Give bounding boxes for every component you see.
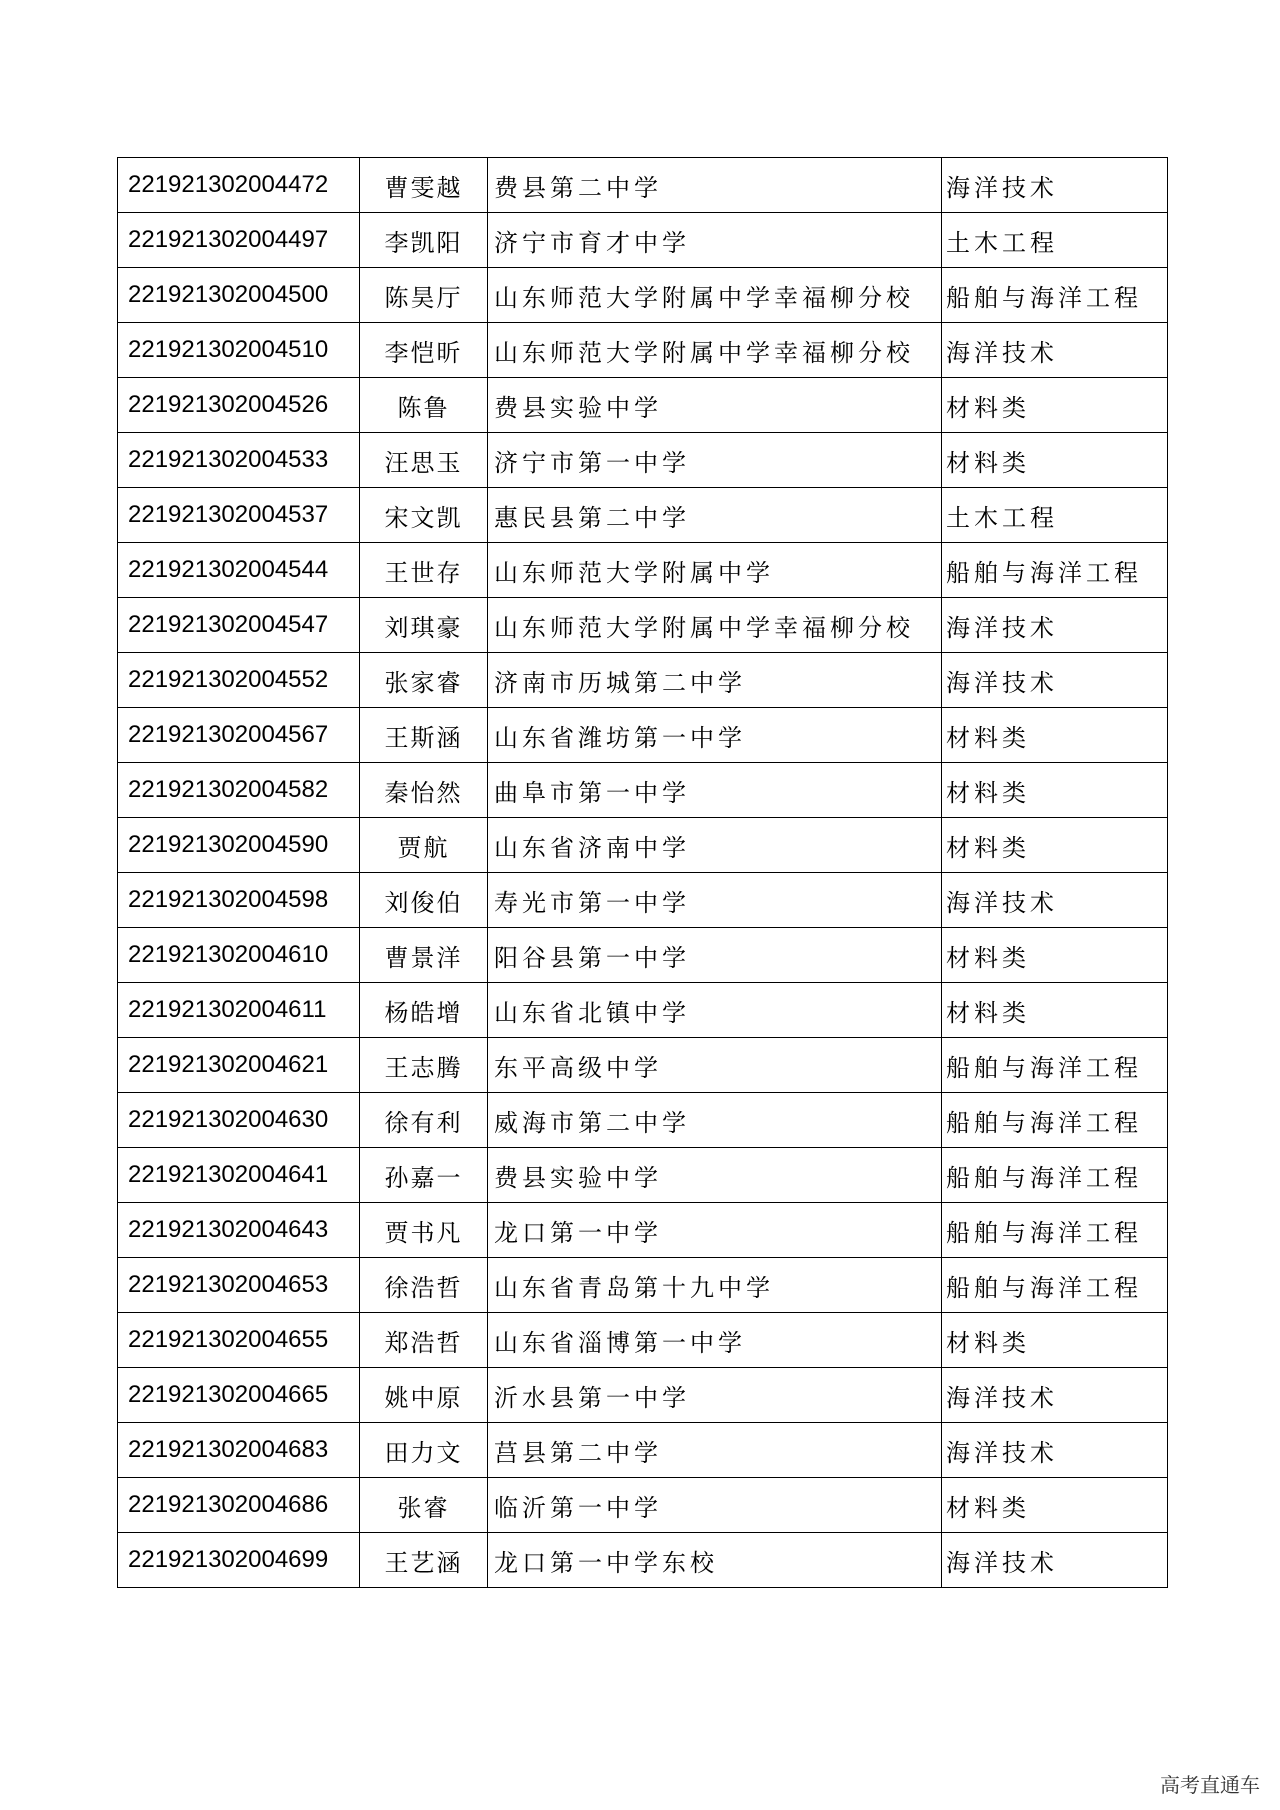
major-name: 海洋技术 [942,598,1168,653]
candidate-id: 221921302004699 [118,1533,360,1588]
table-row [118,708,1168,763]
candidate-id: 221921302004590 [118,818,360,873]
student-name: 孙嘉一 [360,1148,488,1203]
candidate-id: 221921302004547 [118,598,360,653]
roster-table-body [118,158,1168,1588]
school-name: 济宁市育才中学 [488,213,942,268]
major-name: 土木工程 [942,488,1168,543]
student-name: 徐有利 [360,1093,488,1148]
major-name: 海洋技术 [942,1533,1168,1588]
school-name: 惠民县第二中学 [488,488,942,543]
table-row [118,1258,1168,1313]
candidate-id: 221921302004643 [118,1203,360,1258]
table-row [118,598,1168,653]
candidate-id: 221921302004655 [118,1313,360,1368]
major-name: 材料类 [942,1478,1168,1533]
student-name: 王世存 [360,543,488,598]
school-name: 寿光市第一中学 [488,873,942,928]
student-name: 李恺昕 [360,323,488,378]
candidate-id: 221921302004567 [118,708,360,763]
school-name: 山东省济南中学 [488,818,942,873]
major-name: 海洋技术 [942,873,1168,928]
candidate-id: 221921302004552 [118,653,360,708]
school-name: 费县实验中学 [488,378,942,433]
major-name: 材料类 [942,378,1168,433]
school-name: 山东师范大学附属中学幸福柳分校 [488,323,942,378]
candidate-id: 221921302004611 [118,983,360,1038]
major-name: 船舶与海洋工程 [942,1203,1168,1258]
school-name: 龙口第一中学东校 [488,1533,942,1588]
school-name: 费县实验中学 [488,1148,942,1203]
table-row [118,1313,1168,1368]
major-name: 船舶与海洋工程 [942,1258,1168,1313]
student-name: 徐浩哲 [360,1258,488,1313]
major-name: 材料类 [942,708,1168,763]
table-row [118,488,1168,543]
school-name: 济南市历城第二中学 [488,653,942,708]
school-name: 山东师范大学附属中学幸福柳分校 [488,268,942,323]
major-name: 材料类 [942,433,1168,488]
candidate-id: 221921302004686 [118,1478,360,1533]
table-row [118,818,1168,873]
student-name: 陈昊厅 [360,268,488,323]
candidate-id: 221921302004533 [118,433,360,488]
major-name: 船舶与海洋工程 [942,1148,1168,1203]
school-name: 山东师范大学附属中学 [488,543,942,598]
student-name: 刘琪豪 [360,598,488,653]
table-row [118,268,1168,323]
major-name: 土木工程 [942,213,1168,268]
major-name: 船舶与海洋工程 [942,1093,1168,1148]
student-name: 李凯阳 [360,213,488,268]
table-row [118,873,1168,928]
student-name: 汪思玉 [360,433,488,488]
candidate-id: 221921302004510 [118,323,360,378]
school-name: 临沂第一中学 [488,1478,942,1533]
candidate-id: 221921302004621 [118,1038,360,1093]
major-name: 船舶与海洋工程 [942,543,1168,598]
table-row [118,1533,1168,1588]
school-name: 山东省青岛第十九中学 [488,1258,942,1313]
candidate-id: 221921302004665 [118,1368,360,1423]
table-row [118,433,1168,488]
major-name: 材料类 [942,818,1168,873]
watermark-text: 高考直通车 [1160,1773,1260,1797]
school-name: 济宁市第一中学 [488,433,942,488]
student-name: 王艺涵 [360,1533,488,1588]
candidate-id: 221921302004653 [118,1258,360,1313]
major-name: 材料类 [942,1313,1168,1368]
student-name: 贾航 [360,818,488,873]
school-name: 龙口第一中学 [488,1203,942,1258]
table-row [118,1203,1168,1258]
table-row [118,928,1168,983]
candidate-id: 221921302004497 [118,213,360,268]
school-name: 山东省淄博第一中学 [488,1313,942,1368]
table-row [118,1038,1168,1093]
candidate-id: 221921302004683 [118,1423,360,1478]
student-name: 田力文 [360,1423,488,1478]
candidate-id: 221921302004641 [118,1148,360,1203]
student-name: 曹雯越 [360,158,488,213]
table-row [118,1368,1168,1423]
major-name: 船舶与海洋工程 [942,268,1168,323]
major-name: 海洋技术 [942,1423,1168,1478]
table-row [118,763,1168,818]
student-name: 郑浩哲 [360,1313,488,1368]
table-row [118,543,1168,598]
school-name: 山东省潍坊第一中学 [488,708,942,763]
major-name: 海洋技术 [942,158,1168,213]
candidate-id: 221921302004582 [118,763,360,818]
student-name: 姚中原 [360,1368,488,1423]
school-name: 费县第二中学 [488,158,942,213]
school-name: 山东省北镇中学 [488,983,942,1038]
student-name: 王志腾 [360,1038,488,1093]
major-name: 材料类 [942,928,1168,983]
student-name: 张家睿 [360,653,488,708]
table-row [118,1423,1168,1478]
student-name: 刘俊伯 [360,873,488,928]
major-name: 海洋技术 [942,653,1168,708]
table-row [118,983,1168,1038]
school-name: 山东师范大学附属中学幸福柳分校 [488,598,942,653]
student-name: 秦怡然 [360,763,488,818]
student-name: 王斯涵 [360,708,488,763]
major-name: 材料类 [942,983,1168,1038]
school-name: 曲阜市第一中学 [488,763,942,818]
table-row [118,1148,1168,1203]
table-row [118,323,1168,378]
student-name: 曹景洋 [360,928,488,983]
student-name: 贾书凡 [360,1203,488,1258]
candidate-id: 221921302004500 [118,268,360,323]
school-name: 莒县第二中学 [488,1423,942,1478]
table-row [118,213,1168,268]
candidate-id: 221921302004610 [118,928,360,983]
major-name: 海洋技术 [942,323,1168,378]
admission-roster-table [117,157,1168,1588]
major-name: 材料类 [942,763,1168,818]
student-name: 陈鲁 [360,378,488,433]
student-name: 张睿 [360,1478,488,1533]
student-name: 杨皓增 [360,983,488,1038]
major-name: 海洋技术 [942,1368,1168,1423]
candidate-id: 221921302004526 [118,378,360,433]
table-row [118,653,1168,708]
school-name: 威海市第二中学 [488,1093,942,1148]
school-name: 东平高级中学 [488,1038,942,1093]
major-name: 船舶与海洋工程 [942,1038,1168,1093]
candidate-id: 221921302004598 [118,873,360,928]
candidate-id: 221921302004537 [118,488,360,543]
table-row [118,1478,1168,1533]
student-name: 宋文凯 [360,488,488,543]
school-name: 阳谷县第一中学 [488,928,942,983]
table-row [118,1093,1168,1148]
table-row [118,158,1168,213]
candidate-id: 221921302004630 [118,1093,360,1148]
candidate-id: 221921302004472 [118,158,360,213]
candidate-id: 221921302004544 [118,543,360,598]
table-row [118,378,1168,433]
school-name: 沂水县第一中学 [488,1368,942,1423]
